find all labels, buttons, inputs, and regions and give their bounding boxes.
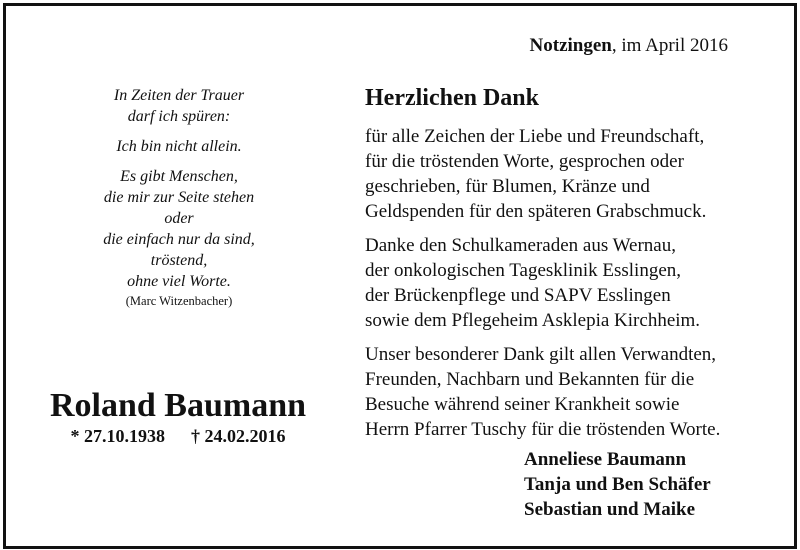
text-line: geschrieben, für Blumen, Kränze und <box>365 176 650 197</box>
poem-line: Es gibt Menschen, <box>120 168 238 185</box>
poem-line: oder <box>164 210 194 227</box>
thanks-paragraph <box>365 342 785 442</box>
thanks-heading: Herzlichen Dank <box>365 85 539 111</box>
text-line: Freunden, Nachbarn und Bekannten für die <box>365 369 695 390</box>
notice-frame <box>3 3 797 549</box>
place-name: Notzingen <box>529 35 612 56</box>
poem-line: In Zeiten der Trauer <box>113 87 245 104</box>
signer-name: Sebastian und Maike <box>524 499 696 520</box>
poem-line: die einfach nur da sind, <box>103 231 255 248</box>
poem-stanza <box>54 85 304 127</box>
thanks-paragraph <box>365 233 785 333</box>
deceased-block <box>42 386 314 447</box>
text-line: Herrn Pfarrer Tuschy für die tröstenden Worte. <box>365 419 721 440</box>
poem-line: die mir zur Seite stehen <box>103 189 255 206</box>
text-line: Danke den Schulkameraden aus Wernau, <box>365 235 676 256</box>
text-line: für alle Zeichen der Liebe und Freundschaft, <box>365 126 705 147</box>
thanks-section <box>365 83 785 451</box>
text-line: Unser besonderer Dank gilt allen Verwandten, <box>365 344 717 365</box>
thanks-paragraph <box>365 124 785 224</box>
signer-name: Anneliese Baumann <box>524 449 687 470</box>
poem-line: ohne viel Worte. <box>127 273 231 290</box>
poem-line: tröstend, <box>150 252 208 269</box>
signers <box>524 447 711 522</box>
deceased-name: Roland Baumann <box>49 387 307 424</box>
text-line: sowie dem Pflegeheim Asklepia Kirchheim. <box>365 310 701 331</box>
poem-line: darf ich spüren: <box>127 108 231 125</box>
poem-line: Ich bin nicht allein. <box>116 138 242 155</box>
text-line: Besuche während seiner Krankheit sowie <box>365 394 680 415</box>
text-line: der onkologischen Tagesklinik Esslingen, <box>365 260 681 281</box>
date-text: , im April 2016 <box>611 35 728 56</box>
birth-date: * 27.10.1938 <box>70 426 165 446</box>
place-date-line <box>530 35 728 57</box>
text-line: Geldspenden für den späteren Grabschmuck. <box>365 201 707 222</box>
signer-name: Tanja und Ben Schäfer <box>524 474 711 495</box>
life-dates <box>42 426 314 447</box>
death-date: † 24.02.2016 <box>191 426 286 446</box>
poem-stanza <box>54 136 304 157</box>
text-line: für die tröstenden Worte, gesprochen oder <box>365 151 684 172</box>
text-line: der Brückenpflege und SAPV Esslingen <box>365 285 671 306</box>
poem-author: (Marc Witzenbacher) <box>125 294 233 308</box>
poem <box>54 85 304 309</box>
poem-stanza <box>54 166 304 292</box>
